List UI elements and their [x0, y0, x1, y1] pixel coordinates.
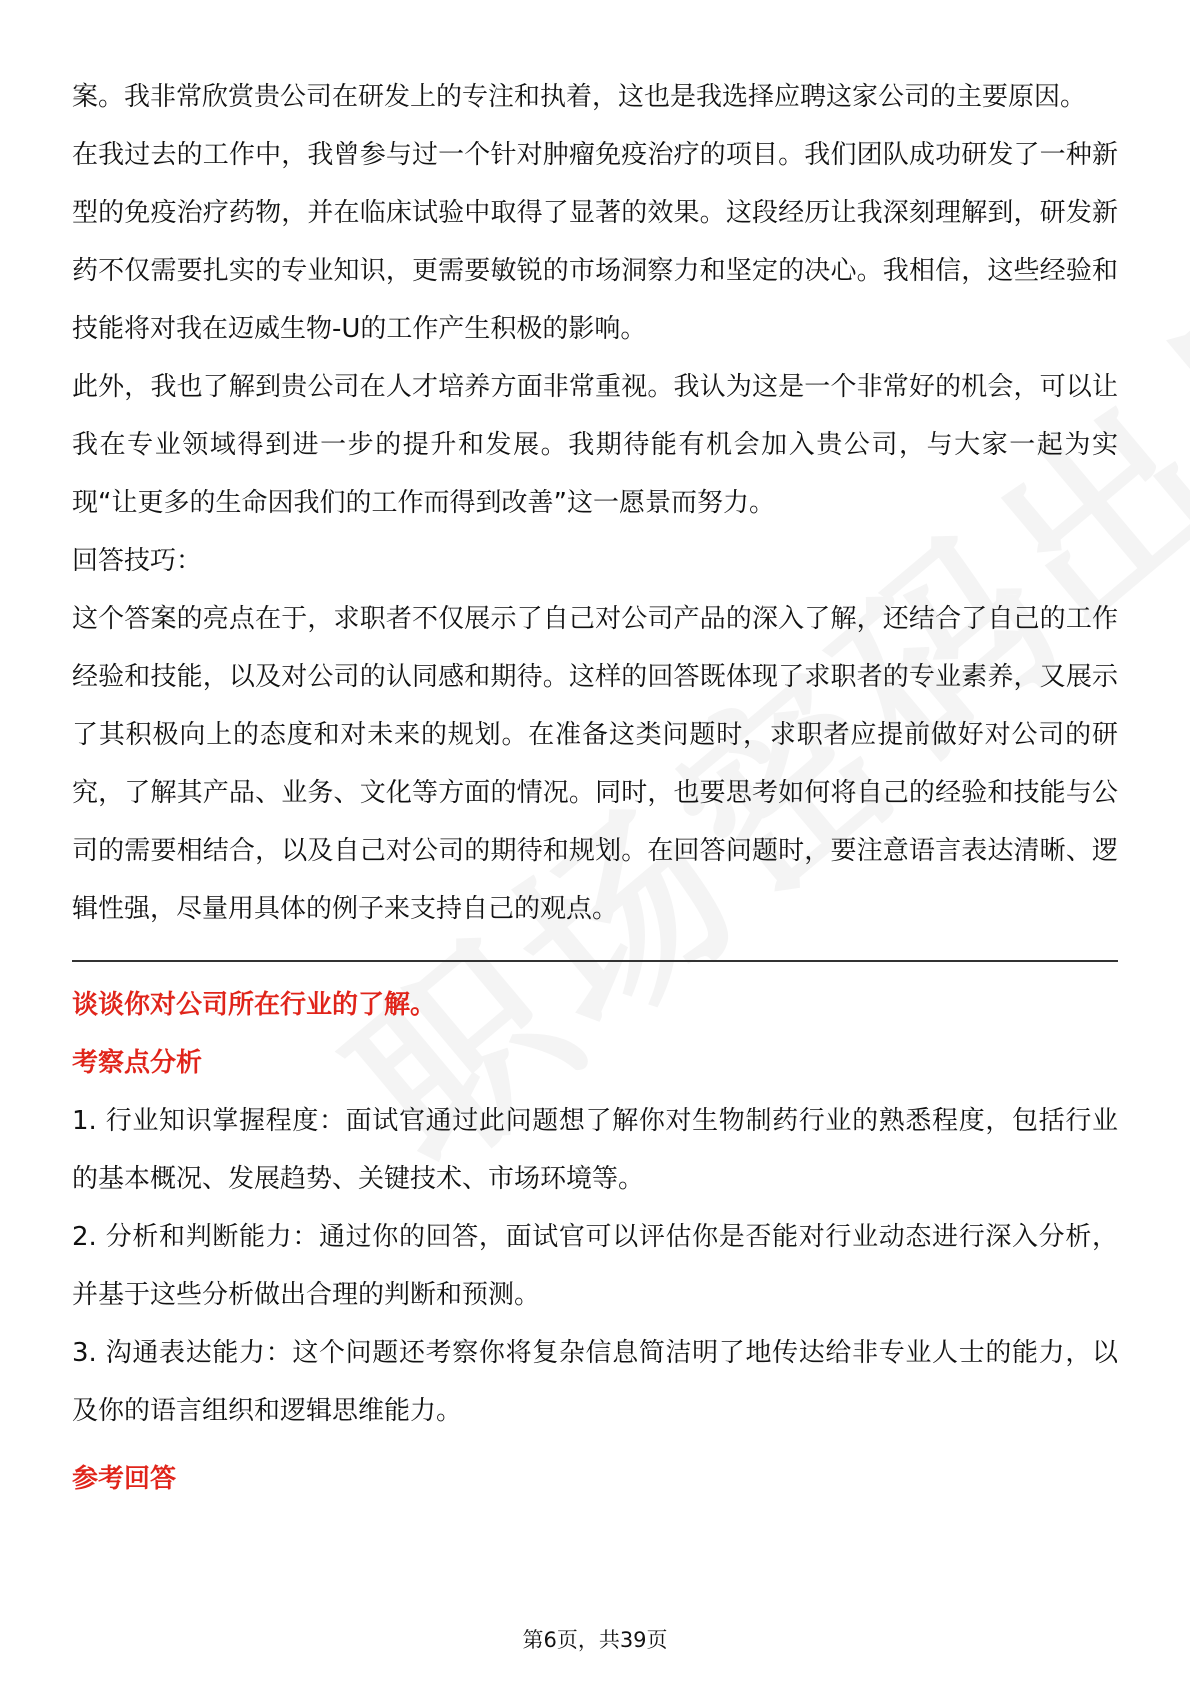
tips-label: 回答技巧：	[72, 546, 203, 576]
analysis-heading: 考察点分析	[72, 1048, 203, 1078]
intro-paragraph-2: 在我过去的工作中，我曾参与过一个针对肿瘤免疫治疗的项目。我们团队成功研发了一种新型的免疫治疗药物，并在临床试验中取得了显著的效果。这段经历让我深刻理解到，研发新药不仅需要扎实的专业知识，更需要敏锐的市场洞察力和坚定的决心。我相信，这些经验和技能将对我在迈威生物-U的工作产生积极的影响。	[72, 140, 1118, 344]
document-body	[72, 68, 1118, 1508]
intro-paragraph-1: 案。我非常欣赏贵公司在研发上的专注和执着，这也是我选择应聘这家公司的主要原因。	[72, 82, 1087, 112]
page-number: 第6页，共39页	[522, 1628, 668, 1652]
section-divider	[72, 960, 1118, 962]
analysis-point-1: 1. 行业知识掌握程度：面试官通过此问题想了解你对生物制药行业的熟悉程度，包括行业的基本概况、发展趋势、关键技术、市场环境等。	[72, 1106, 1118, 1194]
reference-heading: 参考回答	[72, 1464, 177, 1494]
analysis-point-3: 3. 沟通表达能力：这个问题还考察你将复杂信息简洁明了地传达给非专业人士的能力，以及你的语言组织和逻辑思维能力。	[72, 1338, 1118, 1426]
intro-paragraph-3: 此外，我也了解到贵公司在人才培养方面非常重视。我认为这是一个非常好的机会，可以让我在专业领域得到进一步的提升和发展。我期待能有机会加入贵公司，与大家一起为实现“让更多的生命因我们的工作而得到改善”这一愿景而努力。	[72, 372, 1118, 518]
question-title: 谈谈你对公司所在行业的了解。	[72, 990, 437, 1020]
tips-text: 这个答案的亮点在于，求职者不仅展示了自己对公司产品的深入了解，还结合了自己的工作经验和技能，以及对公司的认同感和期待。这样的回答既体现了求职者的专业素养，又展示了其积极向上的态度和对未来的规划。在准备这类问题时，求职者应提前做好对公司的研究，了解其产品、业务、文化等方面的情况。同时，也要思考如何将自己的经验和技能与公司的需要相结合，以及自己对公司的期待和规划。在回答问题时，要注意语言表达清晰、逻辑性强，尽量用具体的例子来支持自己的观点。	[72, 604, 1118, 924]
analysis-point-2: 2. 分析和判断能力：通过你的回答，面试官可以评估你是否能对行业动态进行深入分析，并基于这些分析做出合理的判断和预测。	[72, 1222, 1118, 1310]
